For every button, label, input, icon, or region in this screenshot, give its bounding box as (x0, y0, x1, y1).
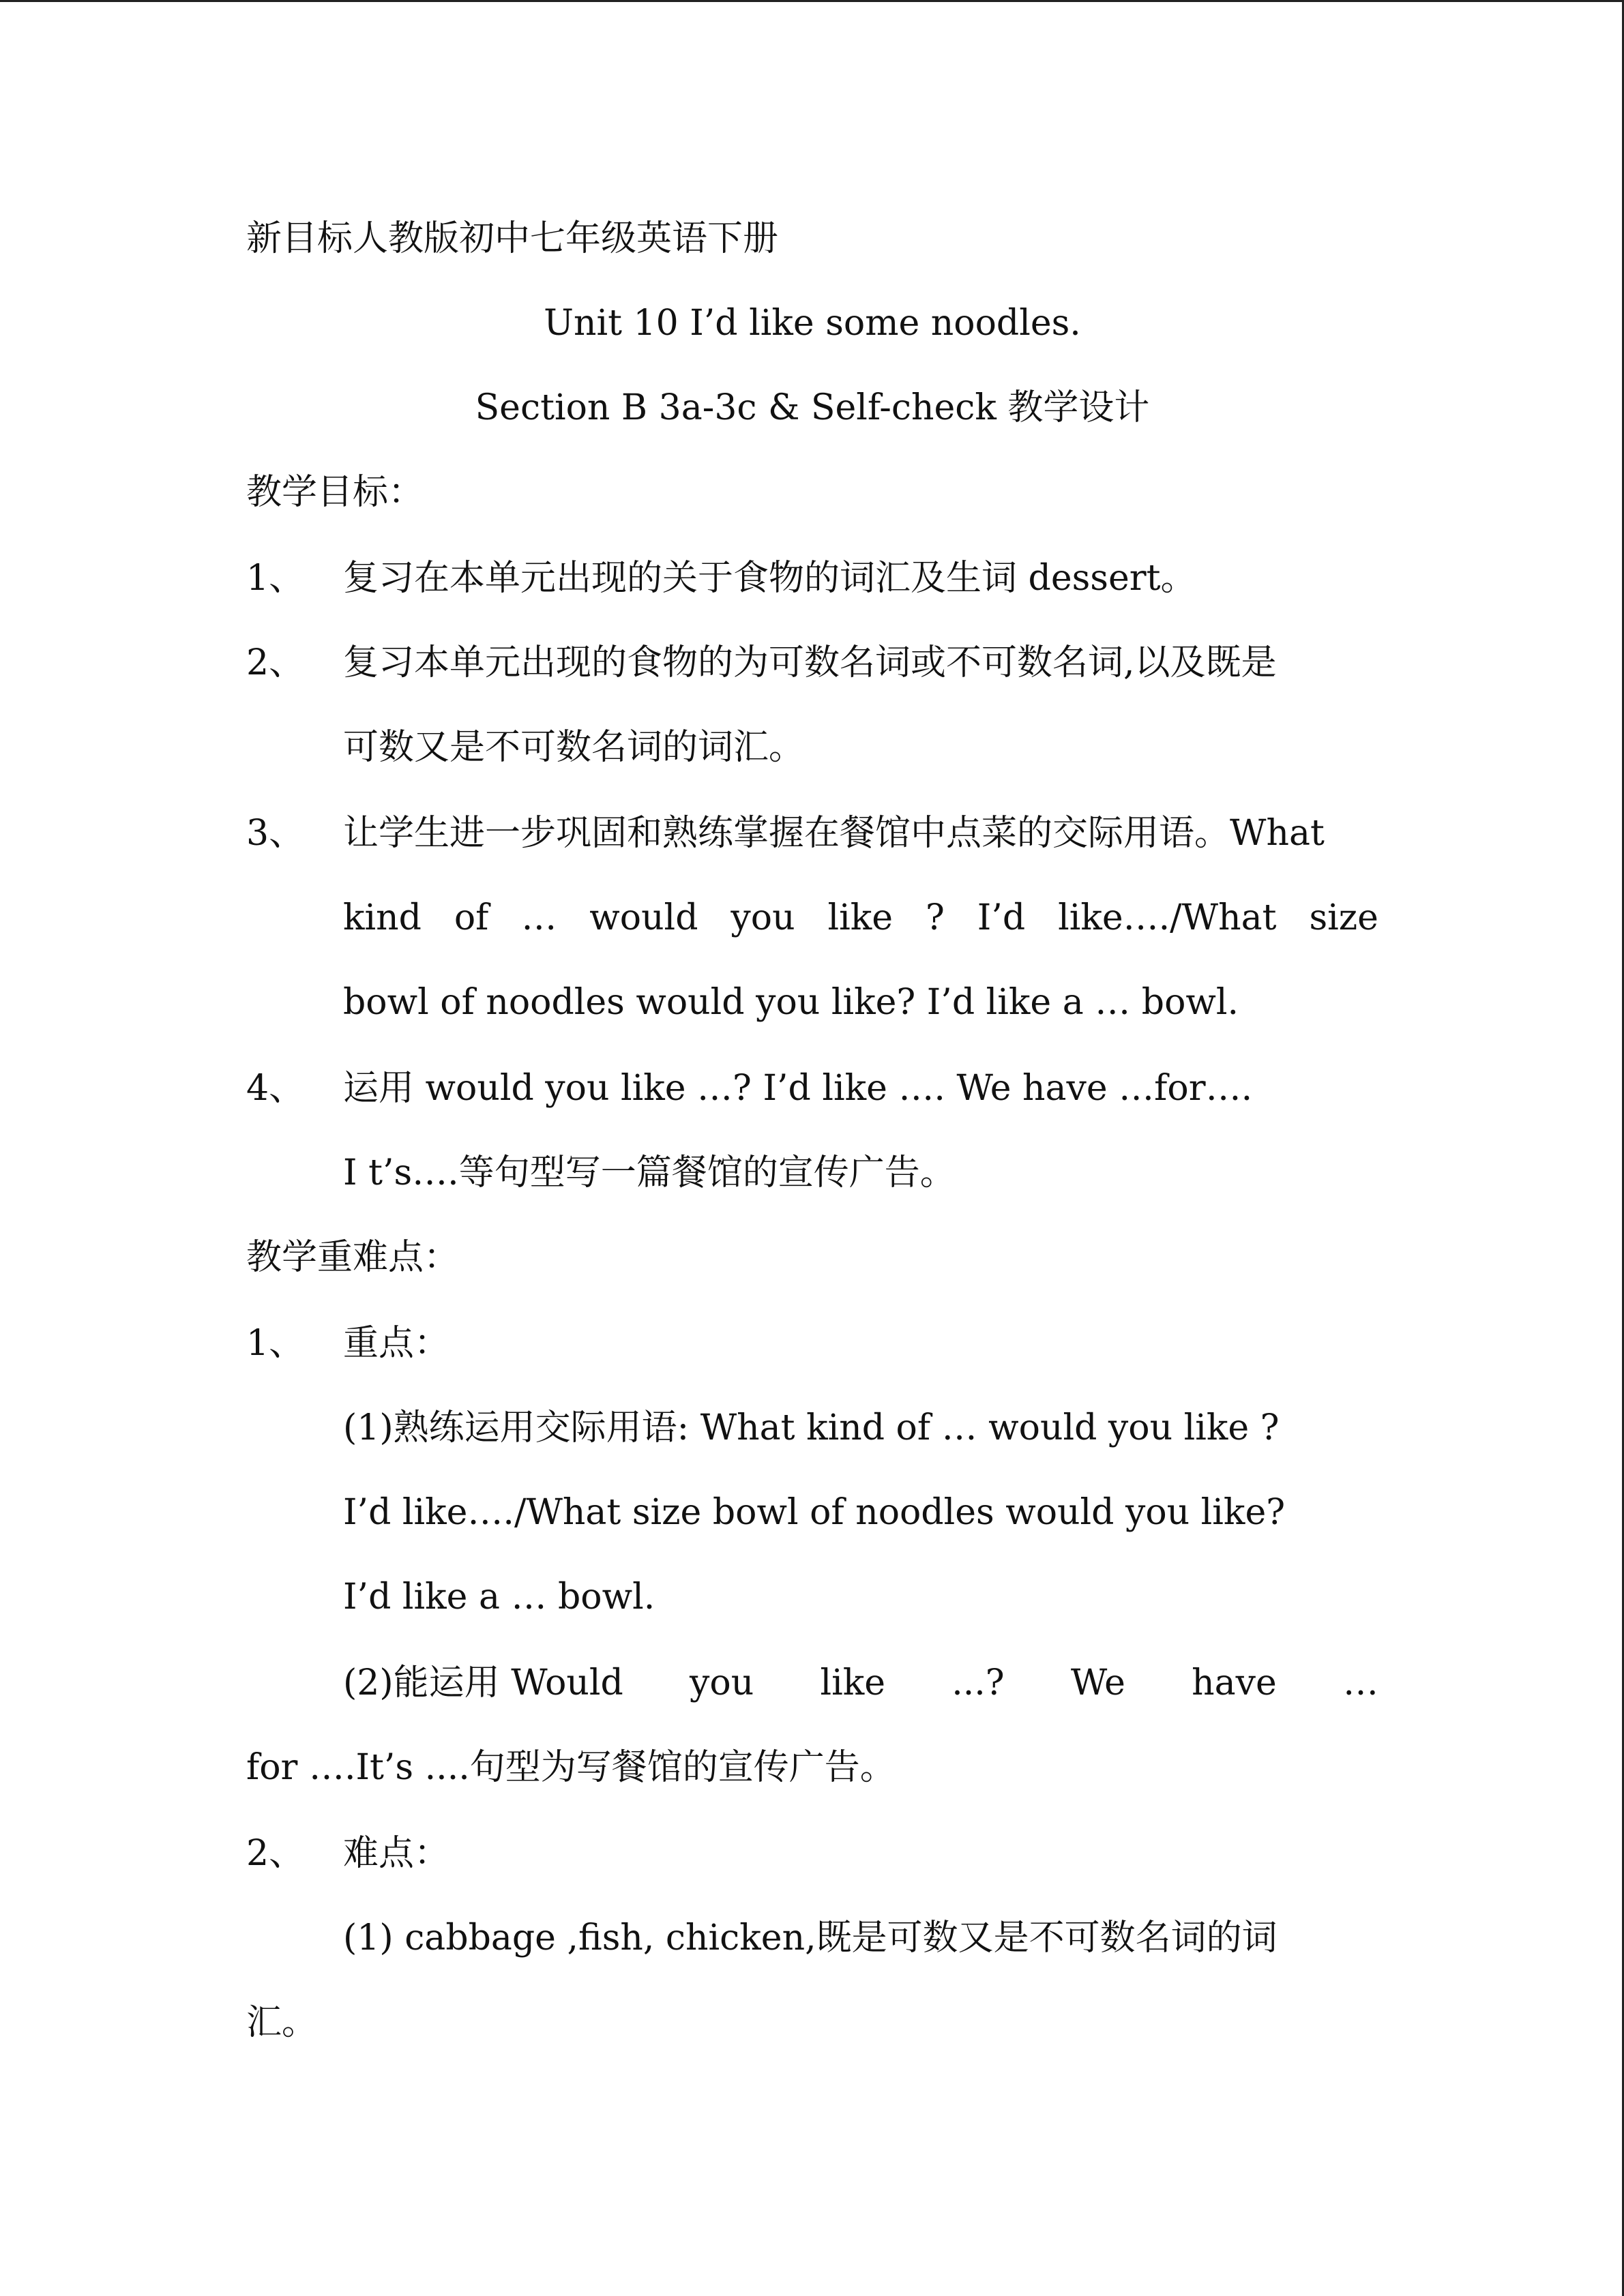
objective-number-4: 4、 (246, 1068, 305, 1109)
word: … (521, 897, 557, 938)
section-title: Section B 3a-3c & Self-check 教学设计 (475, 387, 1150, 428)
keypoint-1-para-2-line-2: for ….It’s ....句型为写餐馆的宣传广告。 (246, 1747, 896, 1788)
keypoint-1-para-1-line-1: (1)熟练运用交际用语: What kind of … would you like ? (343, 1407, 1280, 1448)
word: I’d (977, 897, 1026, 938)
objective-number-3: 3、 (246, 813, 305, 854)
word: like (827, 897, 894, 938)
objective-text-2-line-2: 可数又是不可数名词的词汇。 (343, 727, 805, 768)
objective-text-4-line-2: I t’s….等句型写一篇餐馆的宣传广告。 (343, 1152, 956, 1193)
keypoint-1-para-2-line-1 (343, 1661, 1378, 1705)
objective-text-3-line-2 (343, 896, 1378, 940)
keypoint-1-para-1-line-3: I’d like a … bowl. (343, 1577, 655, 1617)
word: you (730, 897, 795, 938)
document-subtitle: 新目标人教版初中七年级英语下册 (246, 218, 779, 259)
keypoint-number-2: 2、 (246, 1833, 305, 1874)
word: ...? (951, 1663, 1005, 1703)
keypoint-label-1: 重点： (343, 1323, 450, 1364)
page-border-top (0, 0, 1624, 2)
word: kind (343, 897, 422, 938)
word: ? (925, 897, 945, 938)
keypoint-2-para-1-line-2: 汇。 (246, 2002, 318, 2043)
objective-text-3-line-3: bowl of noodles would you like? I’d like a … bowl. (343, 982, 1239, 1023)
word: (2)能运用 Would (343, 1663, 623, 1703)
word: you (690, 1663, 754, 1703)
objective-text-4-line-1: 运用 would you like …? I’d like …. We have …for…. (343, 1068, 1253, 1109)
keypoint-2-para-1-line-1: (1) cabbage ,fish, chicken,既是可数又是不可数名词的词 (343, 1918, 1278, 1958)
word: would (589, 897, 698, 938)
word: have (1192, 1663, 1277, 1703)
objective-number-2: 2、 (246, 642, 305, 683)
keypoint-number-1: 1、 (246, 1323, 305, 1364)
word: like…./What (1058, 897, 1277, 938)
word: We (1070, 1663, 1125, 1703)
objective-text-3-line-1: 让学生进一步巩固和熟练掌握在餐馆中点菜的交际用语。What (343, 813, 1325, 854)
keypoint-1-para-1-line-2: I’d like…./What size bowl of noodles would you like? (343, 1492, 1286, 1533)
objective-text-1: 复习在本单元出现的关于食物的词汇及生词 dessert。 (343, 558, 1196, 599)
objectives-heading: 教学目标： (246, 472, 424, 513)
unit-title: Unit 10 I’d like some noodles. (544, 303, 1081, 344)
keypoints-heading: 教学重难点： (246, 1237, 460, 1278)
objective-number-1: 1、 (246, 558, 305, 599)
word: size (1309, 897, 1378, 938)
word: of (454, 897, 489, 938)
word: … (1342, 1663, 1378, 1703)
word: like (820, 1663, 885, 1703)
keypoint-label-2: 难点： (343, 1833, 450, 1874)
objective-text-2-line-1: 复习本单元出现的食物的为可数名词或不可数名词,以及既是 (343, 642, 1277, 683)
